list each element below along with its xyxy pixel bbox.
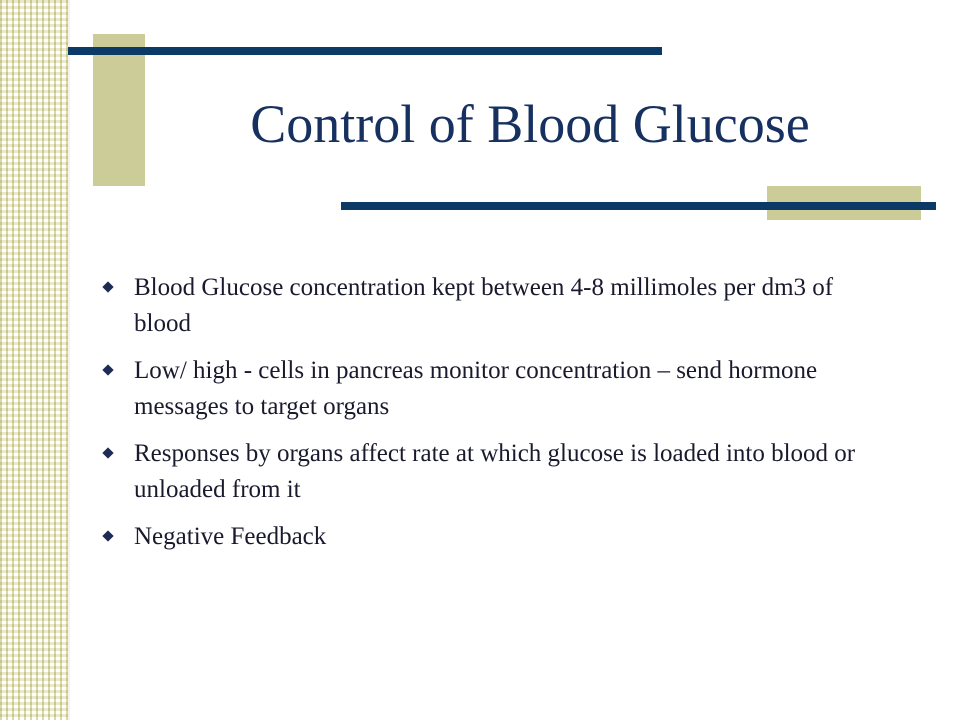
bullet-item [100,436,890,508]
bullet-text: Low/ high - cells in pancreas monitor concentration – send hormone messages to target organs [134,357,818,420]
bullet-item [100,353,890,425]
decorative-rule-top [68,47,662,55]
diamond-bullet-icon [102,447,113,458]
diamond-bullet-icon [102,364,113,375]
bullet-text: Responses by organs affect rate at which glucose is loaded into blood or unloaded from it [134,440,856,503]
decorative-tan-block-top [93,34,145,186]
margin-edge [68,0,70,720]
diamond-bullet-icon [102,530,113,541]
bullet-item [100,519,890,555]
bullet-text: Blood Glucose concentration kept between 4-8 millimoles per dm3 of blood [134,274,834,337]
bullet-text: Negative Feedback [134,523,327,550]
slide-title: Control of Blood Glucose [250,94,810,154]
bullet-list [100,270,890,566]
left-striped-margin [0,0,68,720]
diamond-bullet-icon [102,281,113,292]
decorative-rule-bottom [341,202,936,210]
bullet-item [100,270,890,342]
